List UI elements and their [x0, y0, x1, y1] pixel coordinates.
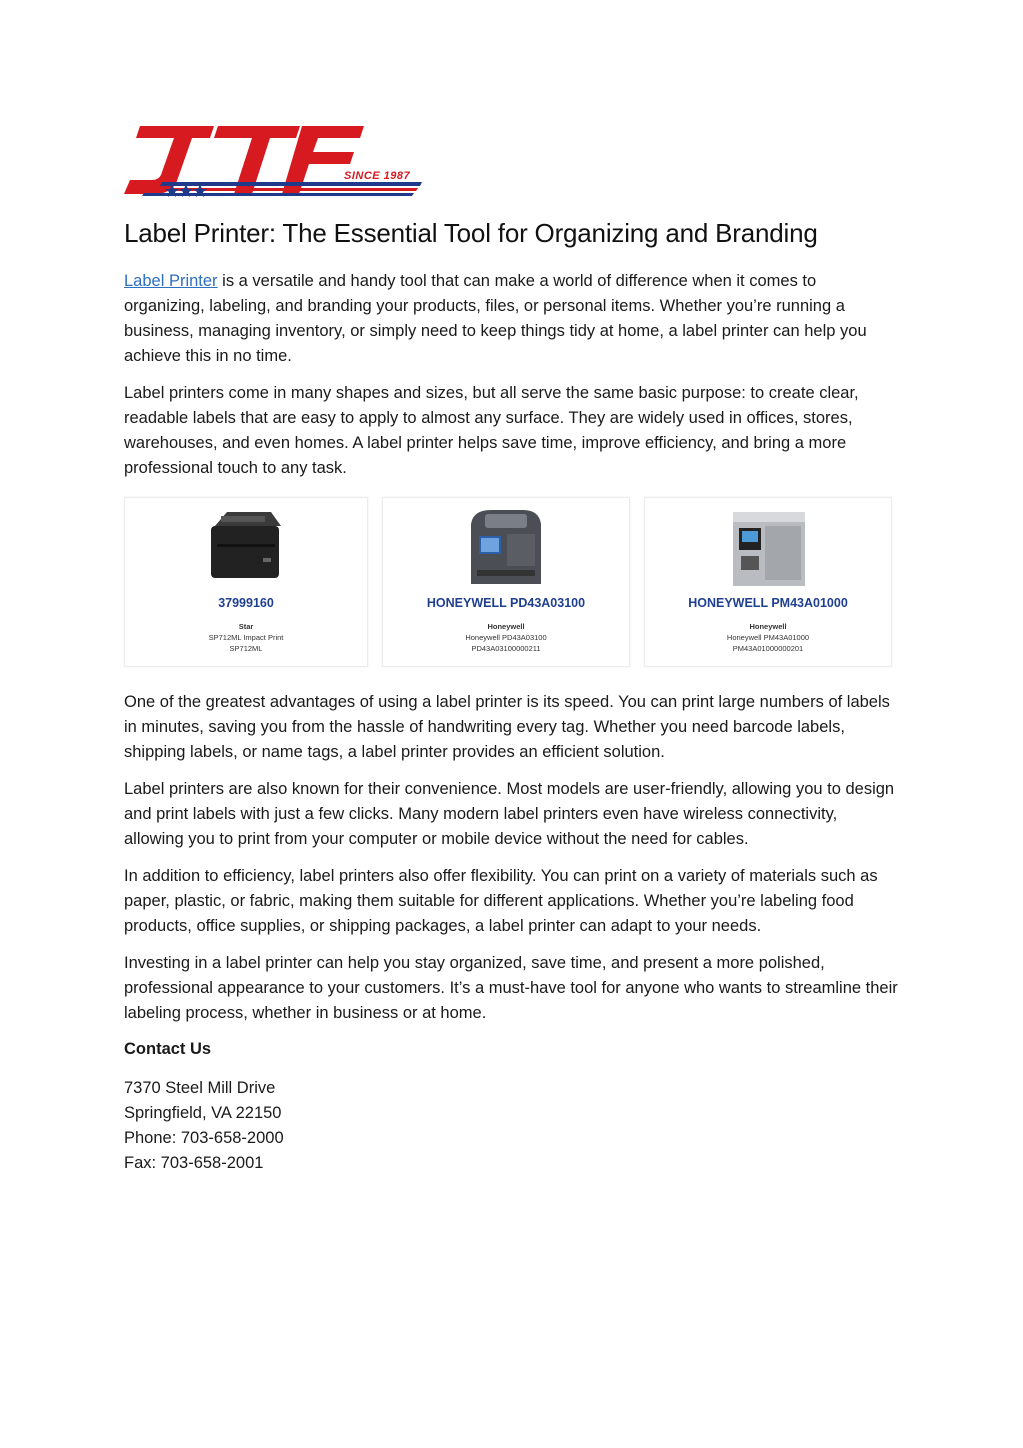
- paragraph-6: Investing in a label printer can help you stay organized, save time, and present a more polished, professional appearance to your customers. It’s a must-have tool for anyone who wants to streamline their labeling process, whether in business or at home.: [124, 954, 898, 1022]
- product-code: PD43A03100000211: [471, 644, 541, 653]
- label-printer-link[interactable]: Label Printer: [124, 272, 218, 290]
- product-code: SP712ML: [229, 644, 263, 653]
- label-printer-icon: [461, 504, 551, 590]
- intro-text: is a versatile and handy tool that can make a world of difference when it comes to organizing, labeling, and branding your products, files, or personal items. Whether you’re running a business, managing inventory, or simply need to keep things tidy at home, a label printer can help you achieve this in no time.: [124, 272, 867, 365]
- address-street: 7370 Steel Mill Drive: [124, 1079, 276, 1097]
- contact-address: [124, 1076, 899, 1176]
- product-description: Honeywell PM43A01000: [726, 633, 810, 642]
- product-description: Honeywell PD43A03100: [465, 633, 547, 642]
- contact-heading: Contact Us: [124, 1040, 212, 1058]
- intro-paragraph: [124, 269, 899, 369]
- article-content: [124, 218, 899, 1176]
- paragraph-5: In addition to efficiency, label printers also offer flexibility. You can print on a variety of materials such as paper, plastic, or fabric, making them suitable for different applications. Whether you’re labeling food products, office supplies, or shipping packages, a label printer can adapt to your needs.: [124, 867, 878, 935]
- product-code: PM43A01000000201: [732, 644, 804, 653]
- product-name[interactable]: HONEYWELL PM43A01000: [688, 596, 848, 610]
- product-brand: Star: [238, 622, 254, 631]
- product-gallery: [124, 497, 892, 667]
- contact-fax: Fax: 703-658-2001: [124, 1154, 264, 1172]
- jtf-logo: [122, 122, 424, 198]
- paragraph-2: Label printers come in many shapes and sizes, but all serve the same basic purpose: to create clear, readable labels that are easy to apply to almost any surface. They are widely used in offices, stores, warehouses, and even homes. A label printer helps save time, improve efficiency, and bring a more professional touch to any task.: [124, 384, 859, 477]
- product-description: SP712ML Impact Print: [208, 633, 284, 642]
- contact-phone: Phone: 703-658-2000: [124, 1129, 284, 1147]
- product-card[interactable]: [382, 497, 630, 667]
- product-card[interactable]: [644, 497, 892, 667]
- receipt-printer-icon: [201, 504, 291, 586]
- since-badge: SINCE 1987: [344, 170, 411, 182]
- product-card[interactable]: [124, 497, 368, 667]
- article-title: Label Printer: The Essential Tool for Organizing and Branding: [124, 218, 818, 248]
- product-name[interactable]: 37999160: [218, 596, 274, 610]
- product-brand: Honeywell: [749, 622, 787, 631]
- product-name[interactable]: HONEYWELL PD43A03100: [426, 596, 586, 610]
- industrial-printer-icon: [723, 504, 813, 590]
- product-brand: Honeywell: [487, 622, 525, 631]
- paragraph-4: Label printers are also known for their convenience. Most models are user-friendly, allowing you to design and print labels with just a few clicks. Many modern label printers even have wireless connectivity, allowing you to print from your computer or mobile device without the need for cables.: [124, 780, 895, 848]
- address-city: Springfield, VA 22150: [124, 1104, 282, 1122]
- paragraph-3: One of the greatest advantages of using a label printer is its speed. You can print large numbers of labels in minutes, saving you from the hassle of handwriting every tag. Whether you need barcode labels, shipping labels, or name tags, a label printer provides an efficient solution.: [124, 693, 890, 761]
